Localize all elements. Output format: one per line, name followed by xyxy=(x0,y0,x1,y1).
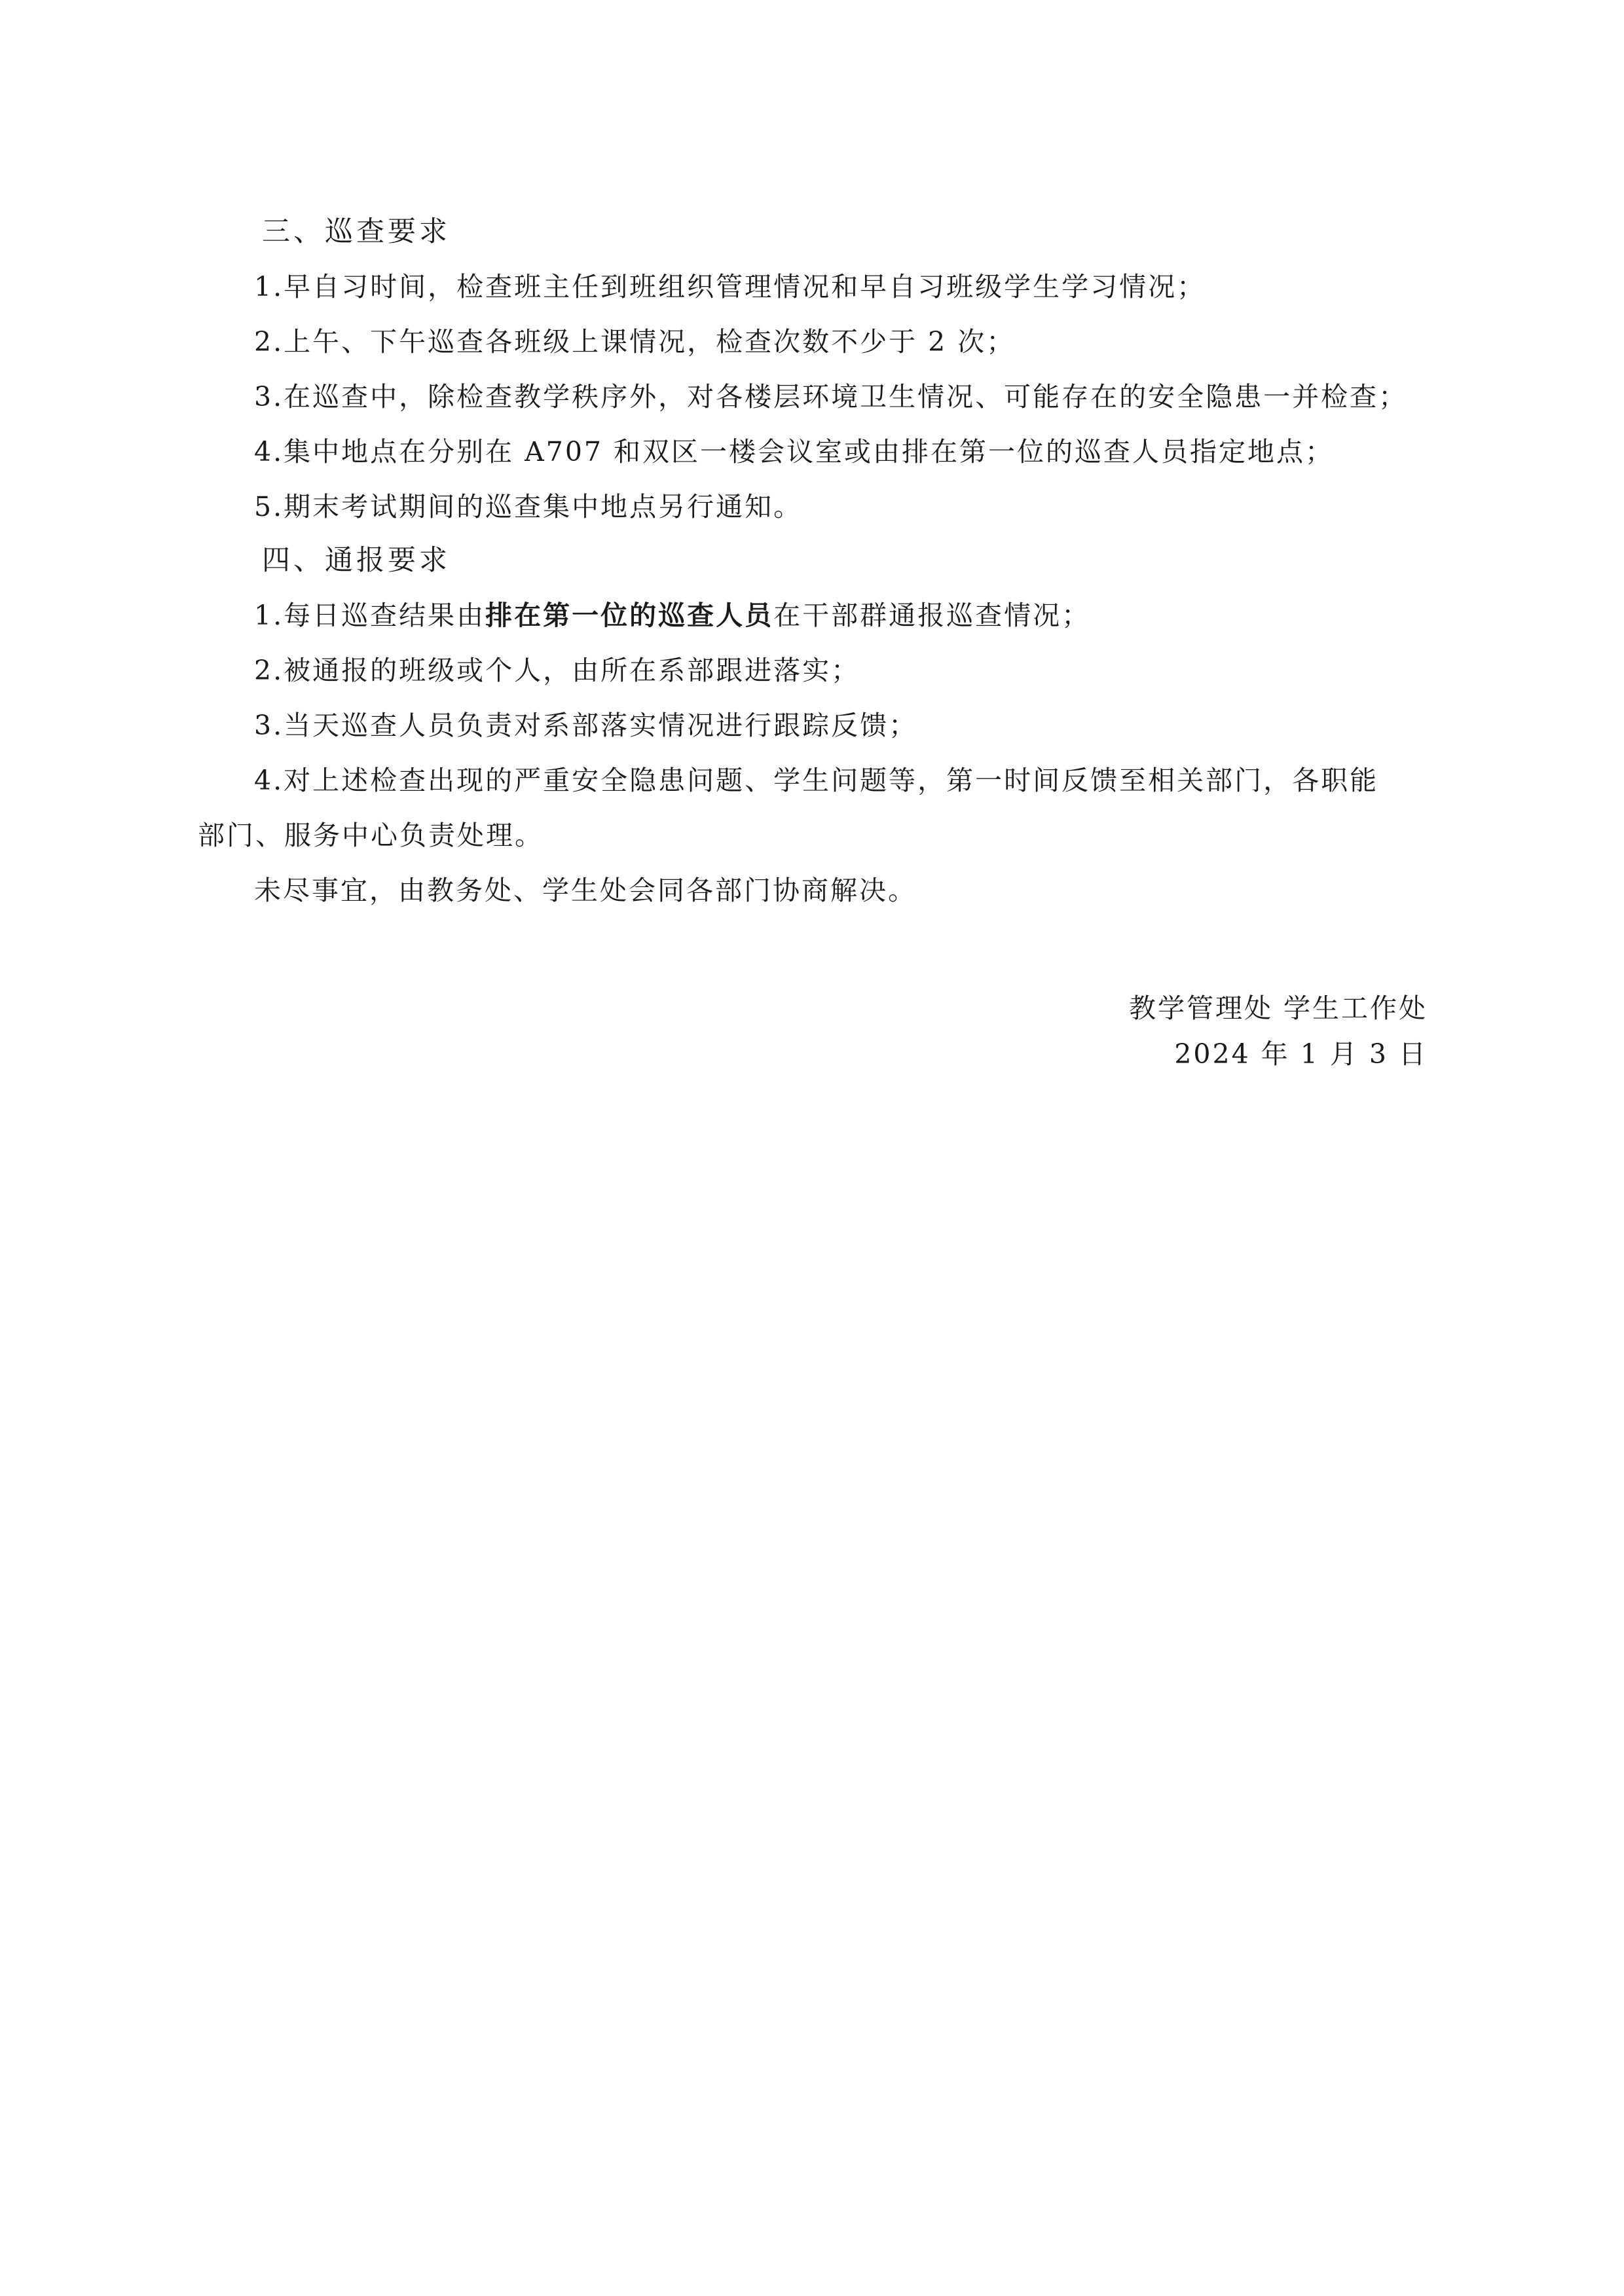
report-item-1 xyxy=(254,597,1090,634)
inspection-item-2: 2.上午、下午巡查各班级上课情况，检查次数不少于 2 次； xyxy=(254,326,1016,357)
inspection-item-4: 4.集中地点在分别在 A707 和双区一楼会议室或由排在第一位的巡查人员指定地点； xyxy=(254,436,1335,467)
issuing-departments: 教学管理处 学生工作处 xyxy=(1128,993,1428,1024)
inspection-item-5: 5.期末考试期间的巡查集中地点另行通知。 xyxy=(254,491,803,522)
report-item-2: 2.被通报的班级或个人，由所在系部跟进落实； xyxy=(254,655,860,686)
report-item-4-line-2: 部门、服务中心负责处理。 xyxy=(198,820,544,851)
inspection-item-3: 3.在巡查中，除检查教学秩序外，对各楼层环境卫生情况、可能存在的安全隐患一并检查； xyxy=(254,381,1408,412)
report-item-1-emphasis: 排在第一位的巡查人员 xyxy=(485,600,774,631)
issue-date: 2024 年 1 月 3 日 xyxy=(1174,1038,1428,1070)
report-item-1-suffix: 在干部群通报巡查情况； xyxy=(773,600,1091,631)
closing-statement: 未尽事宜，由教务处、学生处会同各部门协商解决。 xyxy=(254,875,917,906)
inspection-item-1: 1.早自习时间，检查班主任到班组织管理情况和早自习班级学生学习情况； xyxy=(254,271,1206,302)
report-item-4-line-1: 4.对上述检查出现的严重安全隐患问题、学生问题等，第一时间反馈至相关部门，各职能 xyxy=(254,765,1379,796)
section-heading-inspection-requirements: 三、巡查要求 xyxy=(262,215,451,248)
section-heading-report-requirements: 四、通报要求 xyxy=(262,544,451,577)
report-item-3: 3.当天巡查人员负责对系部落实情况进行跟踪反馈； xyxy=(254,710,918,741)
report-item-1-prefix: 1.每日巡查结果由 xyxy=(254,600,486,631)
